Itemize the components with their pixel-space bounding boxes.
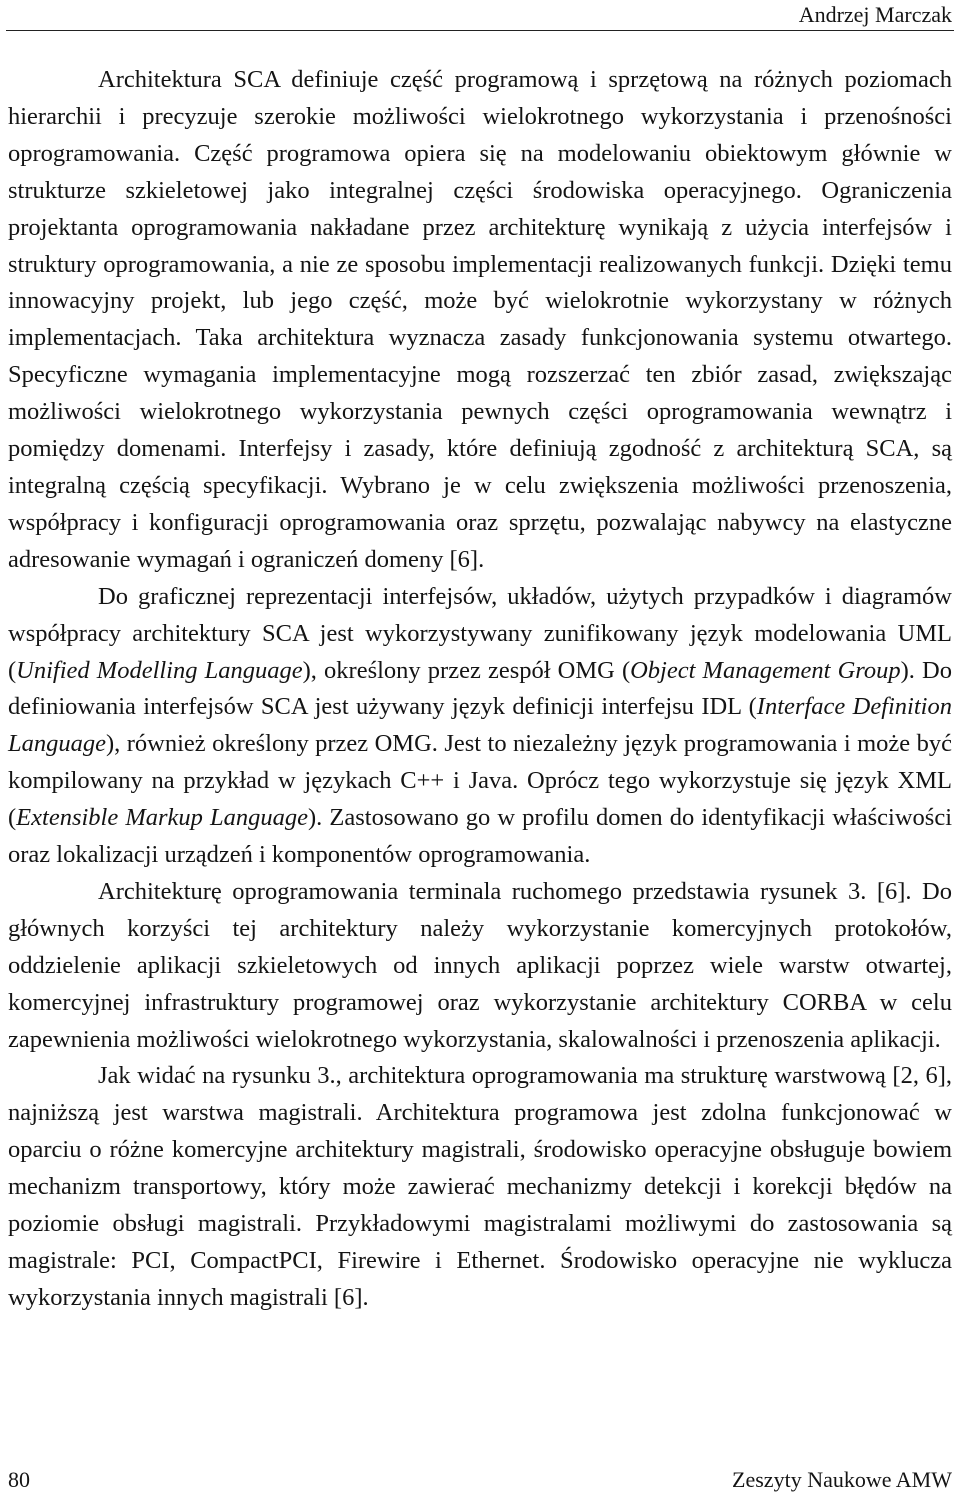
- running-header-author: Andrzej Marczak: [798, 2, 952, 27]
- text-run: Jak widać na rysunku 3., architektura oprogramowania ma strukturę warstwową [2, 6], najniższą jest warstwa magistrali. Architektura programowa jest zdolna funkcjonować w oparciu o różne komercyjne architektury magistrali, środowisko operacyjne obsługuje bowiem mechanizm transportowy, który może zawierać mechanizmy detekcji i korekcji błędów na poziomie obsługi magistrali. Przykładowymi magistralami możliwymi do zastosowania są magistrale: PCI, CompactPCI, Firewire i Ethernet. Środowisko operacyjne nie wyklucza wykorzystania innych magistrali [6].: [8, 1062, 952, 1311]
- journal-name: Zeszyty Naukowe AMW: [732, 1467, 952, 1492]
- italic-term: Extensible Markup Language: [16, 804, 308, 832]
- header-rule: [6, 30, 954, 31]
- text-run: Do graficznej reprezentacji interfejsów, układów, użytych przypadków i diagramów współpracy architektury SCA jest wykorzystywany zunifikowany język modelowania UML (: [8, 582, 952, 684]
- text-run: ), określony przez zespół OMG (: [302, 656, 631, 684]
- paragraph: [8, 62, 952, 579]
- italic-term: Unified Modelling Language: [16, 656, 303, 684]
- paragraph: [8, 579, 952, 874]
- text-run: Architekturę oprogramowania terminala ruchomego przedstawia rysunek 3. [6]. Do głównych korzyści tej architektury należy wykorzystanie komercyjnych protokołów, oddzielenie aplikacji szkieletowych od innych aplikacji poprzez wiele warstw otwartej, komercyjnej infrastruktury programowej oraz wykorzystanie architektury CORBA w celu zapewnienia możliwości wielokrotnego wykorzystania, skalowalności i przenoszenia aplikacji.: [8, 877, 952, 1053]
- text-run: ), również określony przez OMG. Jest to niezależny język programowania i może być kompilowany na przykład w językach C++ i Java. Oprócz tego wykorzystuje się język XML (: [8, 730, 952, 832]
- page-number: 80: [8, 1467, 30, 1492]
- paragraph: [8, 1058, 952, 1316]
- italic-term: Object Management Group: [630, 656, 901, 684]
- body-text: [8, 62, 952, 1317]
- paragraph: [8, 874, 952, 1059]
- text-run: ). Do definiowania interfejsów SCA jest używany język definicji interfejsu IDL (: [8, 656, 952, 721]
- text-run: Architektura SCA definiuje część programową i sprzętową na różnych poziomach hierarchii i precyzuje szerokie możliwości wielokrotnego wykorzystania i przenośności oprogramowania. Część programowa opiera się na modelowaniu obiektowym głównie w strukturze szkieletowej jako integralnej części środowiska operacyjnego. Ograniczenia projektanta oprogramowania nakładane przez architekturę wynikają z użycia interfejsów i struktury oprogramowania, a nie ze sposobu implementacji realizowanych funkcji. Dzięki temu innowacyjny projekt, lub jego część, może być wielokrotnie wykorzystany w różnych implementacjach. Taka architektura wyznacza zasady funkcjonowania systemu otwartego. Specyficzne wymagania implementacyjne mogą rozszerzać ten zbiór zasad, zwiększając możliwości wielokrotnego wykorzystania pewnych części oprogramowania wewnątrz i pomiędzy domenami. Interfejsy i zasady, które definiują zgodność z architekturą SCA, są integralną częścią specyfikacji. Wybrano je w celu zwiększenia możliwości przenoszenia, współpracy i konfiguracji oprogramowania oraz sprzętu, pozwalając nabywcy na elastyczne adresowanie wymagań i ograniczeń domeny [6].: [8, 66, 952, 573]
- text-run: ). Zastosowano go w profilu domen do identyfikacji właściwości oraz lokalizacji urządzeń i komponentów oprogramowania.: [8, 804, 952, 869]
- italic-term: Interface Definition Language: [8, 693, 952, 758]
